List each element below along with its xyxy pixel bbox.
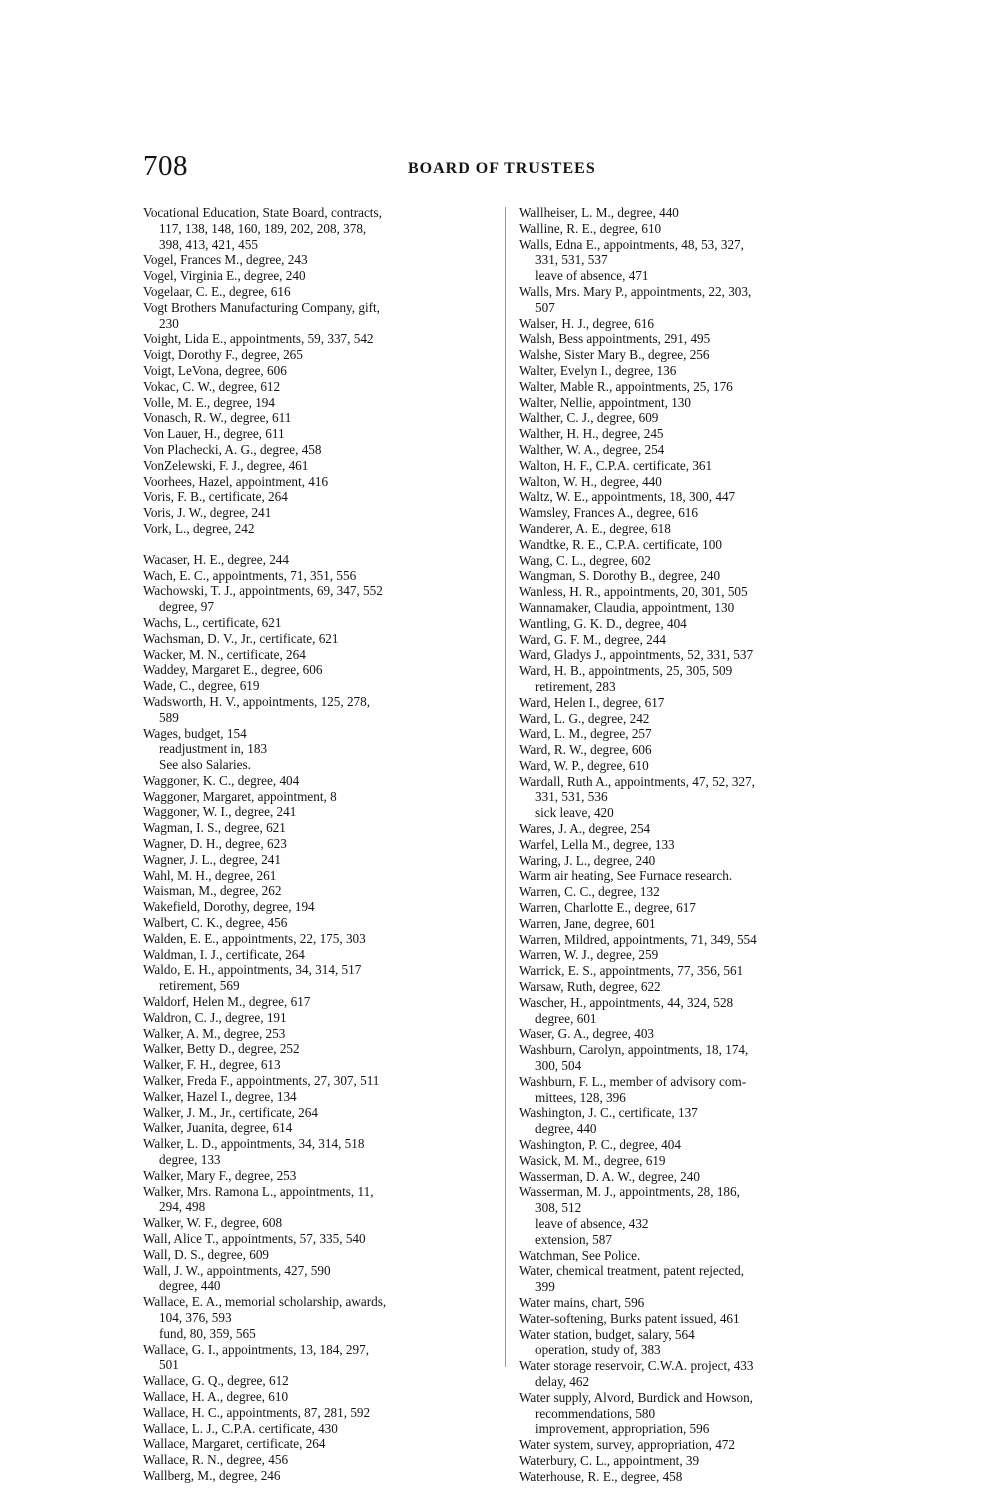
index-entry-heading: Wasserman, D. A. W., degree, 240	[519, 1168, 700, 1184]
index-entry	[143, 1026, 493, 1042]
index-entry	[143, 1120, 493, 1136]
index-entry-heading: Walsh, Bess appointments, 291, 495	[519, 331, 711, 347]
index-entry	[143, 773, 493, 789]
index-entry	[519, 316, 869, 332]
index-entry-continuation: degree, 440	[159, 1278, 221, 1294]
index-entry	[519, 379, 869, 395]
index-entry	[519, 426, 869, 442]
index-entry-continuation: retirement, 283	[535, 678, 616, 694]
index-entry-heading: Wachowski, T. J., appointments, 69, 347, 552	[143, 583, 383, 599]
index-entry	[143, 1468, 493, 1484]
index-entry	[519, 1026, 869, 1042]
index-entry	[519, 758, 869, 774]
index-entry	[143, 1105, 493, 1121]
index-entry	[143, 363, 493, 379]
index-entry	[143, 1073, 493, 1089]
index-entry-heading: Vork, L., degree, 242	[143, 520, 255, 536]
index-entry	[519, 1137, 869, 1153]
index-entry-heading: Wardall, Ruth A., appointments, 47, 52, 327,	[519, 773, 755, 789]
index-entry	[143, 1136, 493, 1168]
index-entry	[143, 694, 493, 726]
index-entry-heading: Wallace, E. A., memorial scholarship, awards,	[143, 1294, 387, 1310]
index-entry	[143, 1373, 493, 1389]
index-entry	[143, 1089, 493, 1105]
index-entry	[519, 221, 869, 237]
index-entry-heading: Wacaser, H. E., degree, 244	[143, 551, 289, 567]
index-entry-heading: Wadsworth, H. V., appointments, 125, 278,	[143, 693, 371, 709]
index-entry-continuation: 308, 512	[535, 1200, 582, 1216]
index-entry-heading: Walshe, Sister Mary B., degree, 256	[519, 347, 710, 363]
index-entry-heading: Watchman, See Police.	[519, 1247, 641, 1263]
index-entry-heading: Walline, R. E., degree, 610	[519, 220, 662, 236]
index-entry-heading: Walker, W. F., degree, 608	[143, 1215, 283, 1231]
index-entry-continuation: degree, 133	[159, 1152, 221, 1168]
index-entry	[519, 1248, 869, 1264]
index-entry-heading: Wachsman, D. V., Jr., certificate, 621	[143, 630, 339, 646]
index-entry	[519, 1105, 869, 1137]
index-entry	[519, 474, 869, 490]
index-entry	[519, 1469, 869, 1485]
running-head: BOARD OF TRUSTEES	[408, 160, 596, 177]
index-entry	[519, 711, 869, 727]
index-entry-heading: Ward, Gladys J., appointments, 52, 331, 537	[519, 647, 754, 663]
index-entry	[143, 1184, 493, 1216]
index-entry	[519, 821, 869, 837]
index-entry	[143, 1452, 493, 1468]
index-entry-heading: Walbert, C. K., degree, 456	[143, 915, 288, 931]
index-entry	[519, 647, 869, 663]
index-entry-heading: Wares, J. A., degree, 254	[519, 821, 651, 837]
index-entry-heading: Wallace, Margaret, certificate, 264	[143, 1436, 326, 1452]
index-entry-heading: Washington, P. C., degree, 404	[519, 1137, 681, 1153]
index-entry-heading: Water mains, chart, 596	[519, 1294, 645, 1310]
index-entry-heading: Wahl, M. H., degree, 261	[143, 867, 277, 883]
index-entry	[143, 474, 493, 490]
index-entry-heading: Wall, Alice T., appointments, 57, 335, 540	[143, 1231, 366, 1246]
index-entry-heading: Warm air heating, See Furnace research.	[519, 868, 733, 884]
index-entry	[143, 1057, 493, 1073]
index-entry	[143, 836, 493, 852]
index-entry-heading: Walther, H. H., degree, 245	[519, 426, 664, 442]
index-entry-heading: Vonasch, R. W., degree, 611	[143, 410, 292, 426]
index-entry	[519, 837, 869, 853]
index-entry-heading: Warrick, E. S., appointments, 77, 356, 561	[519, 963, 744, 979]
index-entry	[143, 820, 493, 836]
index-entry	[519, 932, 869, 948]
index-entry	[519, 1453, 869, 1469]
index-entry-heading: Warren, C. C., degree, 132	[519, 884, 660, 900]
index-entry-heading: Walker, A. M., degree, 253	[143, 1025, 286, 1041]
index-entry	[519, 663, 869, 695]
index-entry-continuation: 331, 531, 536	[535, 789, 608, 805]
index-entry-continuation: leave of absence, 432	[535, 1216, 649, 1231]
index-entry	[143, 505, 493, 521]
index-entry-heading: Wallace, H. A., degree, 610	[143, 1388, 289, 1404]
index-entry	[519, 537, 869, 553]
index-entry-heading: Walton, W. H., degree, 440	[519, 473, 662, 489]
index-entry	[143, 284, 493, 300]
index-entry	[143, 726, 493, 773]
index-entry-heading: Walker, Hazel I., degree, 134	[143, 1088, 297, 1104]
index-column-right	[519, 205, 869, 1485]
index-entry	[143, 994, 493, 1010]
index-entry	[519, 410, 869, 426]
index-entry	[143, 883, 493, 899]
index-entry	[143, 947, 493, 963]
index-entry-heading: Voris, F. B., certificate, 264	[143, 489, 288, 505]
index-entry-heading: Wallace, G. Q., degree, 612	[143, 1373, 289, 1389]
index-entry	[143, 458, 493, 474]
index-entry	[143, 552, 493, 568]
index-entry-heading: Ward, Helen I., degree, 617	[519, 694, 665, 710]
index-entry-heading: Wangman, S. Dorothy B., degree, 240	[519, 568, 721, 584]
index-entry	[519, 347, 869, 363]
index-entry	[519, 726, 869, 742]
index-entry	[519, 963, 869, 979]
index-entry-heading: Warren, W. J., degree, 259	[519, 947, 659, 963]
index-entry-heading: Waggoner, Margaret, appointment, 8	[143, 788, 337, 804]
index-entry-heading: Washington, J. C., certificate, 137	[519, 1105, 698, 1121]
index-entry-continuation: leave of absence, 471	[535, 268, 649, 284]
index-entry-heading: Wakefield, Dorothy, degree, 194	[143, 899, 315, 915]
index-entry-heading: Ward, H. B., appointments, 25, 305, 509	[519, 663, 733, 679]
index-entry	[143, 631, 493, 647]
index-entry	[519, 284, 869, 316]
index-entry-heading: Ward, G. F. M., degree, 244	[519, 631, 666, 647]
index-entry-heading: Wallberg, M., degree, 246	[143, 1467, 281, 1483]
index-entry	[143, 931, 493, 947]
index-entry-heading: Wallace, H. C., appointments, 87, 281, 592	[143, 1404, 371, 1420]
index-entry-continuation: 117, 138, 148, 160, 189, 202, 208, 378,	[159, 220, 367, 236]
index-entry	[519, 1437, 869, 1453]
index-entry	[143, 410, 493, 426]
index-entry	[519, 1295, 869, 1311]
index-entry	[519, 584, 869, 600]
index-entry-heading: Walther, C. J., degree, 609	[519, 410, 659, 426]
index-entry-heading: Vokac, C. W., degree, 612	[143, 378, 281, 394]
index-entry	[519, 1074, 869, 1106]
index-entry-heading: Wallace, L. J., C.P.A. certificate, 430	[143, 1420, 338, 1436]
index-entry	[143, 1231, 493, 1247]
index-entry	[143, 379, 493, 395]
index-entry	[519, 458, 869, 474]
index-entry	[143, 1389, 493, 1405]
index-entry-heading: Water storage reservoir, C.W.A. project, 433	[519, 1358, 754, 1374]
index-entry-heading: Von Lauer, H., degree, 611	[143, 426, 285, 442]
index-entry	[143, 347, 493, 363]
index-entry-heading: Wages, budget, 154	[143, 725, 247, 741]
index-entry	[143, 521, 493, 537]
index-entry	[143, 852, 493, 868]
index-entry-heading: Wascher, H., appointments, 44, 324, 528	[519, 994, 734, 1010]
index-entry	[519, 331, 869, 347]
index-entry	[519, 884, 869, 900]
index-entry	[519, 505, 869, 521]
index-entry-heading: Wall, D. S., degree, 609	[143, 1246, 270, 1262]
index-entry-heading: Walker, Juanita, degree, 614	[143, 1120, 293, 1136]
index-entry	[519, 774, 869, 821]
index-entry-heading: Wallheiser, L. M., degree, 440	[519, 205, 679, 220]
index-entry-continuation: 104, 376, 593	[159, 1309, 232, 1325]
page-number: 708	[143, 150, 188, 182]
index-entry-heading: Wagner, D. H., degree, 623	[143, 836, 287, 852]
index-entry	[143, 1294, 493, 1341]
index-entry-heading: Water supply, Alvord, Burdick and Howson,	[519, 1389, 753, 1405]
index-entry-continuation: See also Salaries.	[159, 757, 251, 773]
index-entry-continuation: 230	[159, 315, 179, 331]
index-entry	[519, 742, 869, 758]
index-entry-heading: Wall, J. W., appointments, 427, 590	[143, 1262, 331, 1278]
index-entry-continuation: degree, 97	[159, 599, 214, 615]
index-entry-heading: Washburn, Carolyn, appointments, 18, 174,	[519, 1042, 749, 1058]
index-entry-heading: Walther, W. A., degree, 254	[519, 441, 665, 457]
index-entry-continuation: mittees, 128, 396	[535, 1089, 626, 1105]
index-entry-continuation: degree, 601	[535, 1010, 597, 1026]
index-entry-continuation: recommendations, 580	[535, 1405, 656, 1421]
index-entry	[143, 868, 493, 884]
index-entry	[143, 1168, 493, 1184]
index-entry-heading: Walker, J. M., Jr., certificate, 264	[143, 1104, 318, 1120]
index-entry-heading: Voigt, Dorothy F., degree, 265	[143, 347, 303, 363]
index-entry-continuation: operation, study of, 383	[535, 1342, 661, 1358]
index-entry	[519, 1169, 869, 1185]
index-entry	[143, 1342, 493, 1374]
index-entry-heading: Waddey, Margaret E., degree, 606	[143, 662, 323, 678]
index-entry-heading: Waggoner, W. I., degree, 241	[143, 804, 297, 820]
index-column-left	[143, 205, 493, 1484]
index-entry	[143, 615, 493, 631]
index-entry-heading: VonZelewski, F. J., degree, 461	[143, 457, 309, 473]
index-entry-continuation: retirement, 569	[159, 978, 240, 994]
index-entry	[143, 804, 493, 820]
index-entry-heading: Warren, Charlotte E., degree, 617	[519, 900, 696, 916]
index-entry	[143, 331, 493, 347]
index-entry-continuation: 399	[535, 1279, 555, 1295]
index-entry-heading: Waterhouse, R. E., degree, 458	[519, 1468, 683, 1484]
index-entry	[519, 979, 869, 995]
index-entry-heading: Vogel, Frances M., degree, 243	[143, 252, 308, 268]
index-entry-heading: Wach, E. C., appointments, 71, 351, 556	[143, 567, 357, 583]
index-entry	[519, 1358, 869, 1390]
index-entry-heading: Walden, E. E., appointments, 22, 175, 303	[143, 930, 366, 946]
index-entry	[143, 426, 493, 442]
index-entry-heading: Wallace, G. I., appointments, 13, 184, 297,	[143, 1341, 370, 1357]
index-entry-heading: Waterbury, C. L., appointment, 39	[519, 1452, 700, 1468]
index-entry-heading: Ward, L. G., degree, 242	[519, 710, 650, 726]
index-entry	[143, 1215, 493, 1231]
index-entry	[143, 300, 493, 332]
index-entry-heading: Walker, Betty D., degree, 252	[143, 1041, 300, 1057]
index-entry-heading: Wanderer, A. E., degree, 618	[519, 520, 671, 536]
index-entry-heading: Warfel, Lella M., degree, 133	[519, 836, 675, 852]
index-entry-continuation: 294, 498	[159, 1199, 206, 1215]
index-entry-heading: Waldron, C. J., degree, 191	[143, 1009, 287, 1025]
index-entry	[143, 1010, 493, 1026]
index-entry-heading: Waisman, M., degree, 262	[143, 883, 282, 899]
index-entry	[143, 789, 493, 805]
index-entry-heading: Water, chemical treatment, patent rejected,	[519, 1263, 745, 1279]
index-entry-heading: Walls, Mrs. Mary P., appointments, 22, 303,	[519, 283, 752, 299]
index-entry-heading: Wantling, G. K. D., degree, 404	[519, 615, 687, 631]
index-entry-heading: Walter, Mable R., appointments, 25, 176	[519, 378, 733, 394]
index-entry	[143, 1405, 493, 1421]
index-entry	[519, 489, 869, 505]
index-entry-continuation: delay, 462	[535, 1373, 590, 1389]
index-entry-heading: Walker, Mary F., degree, 253	[143, 1167, 297, 1183]
index-entry	[519, 900, 869, 916]
index-entry-heading: Walls, Edna E., appointments, 48, 53, 327,	[519, 236, 744, 252]
index-entry	[143, 583, 493, 615]
index-entry-continuation: sick leave, 420	[535, 805, 614, 821]
index-entry	[143, 1263, 493, 1295]
index-entry-heading: Wandtke, R. E., C.P.A. certificate, 100	[519, 536, 722, 552]
index-entry-heading: Wang, C. L., degree, 602	[519, 552, 651, 568]
index-entry-continuation: 501	[159, 1357, 179, 1373]
index-entry-heading: Walton, H. F., C.P.A. certificate, 361	[519, 457, 713, 473]
index-entry	[143, 915, 493, 931]
index-entry-heading: Walter, Nellie, appointment, 130	[519, 394, 691, 410]
index-entry-heading: Wachs, L., certificate, 621	[143, 614, 282, 630]
index-entry-heading: Walker, F. H., degree, 613	[143, 1057, 281, 1073]
index-entry	[143, 268, 493, 284]
index-entry	[519, 1184, 869, 1247]
index-entry-heading: Wamsley, Frances A., degree, 616	[519, 505, 698, 521]
index-entry	[519, 205, 869, 221]
index-entry-heading: Wanless, H. R., appointments, 20, 301, 505	[519, 584, 748, 600]
index-entry-heading: Waldo, E. H., appointments, 34, 314, 517	[143, 962, 362, 978]
index-entry	[519, 442, 869, 458]
index-entry-heading: Walter, Evelyn I., degree, 136	[519, 362, 677, 378]
index-entry-heading: Wallace, R. N., degree, 456	[143, 1452, 289, 1468]
index-entry-heading: Waring, J. L., degree, 240	[519, 852, 656, 868]
index-entry	[519, 1390, 869, 1437]
index-entry	[519, 395, 869, 411]
index-entry-heading: Volle, M. E., degree, 194	[143, 394, 275, 410]
index-entry-heading: Waser, G. A., degree, 403	[519, 1026, 655, 1042]
index-entry-heading: Waggoner, K. C., degree, 404	[143, 772, 300, 788]
index-entry-heading: Warren, Jane, degree, 601	[519, 915, 656, 931]
index-entry	[519, 1153, 869, 1169]
index-entry-continuation: 507	[535, 299, 555, 315]
index-entry	[519, 568, 869, 584]
column-divider	[505, 207, 506, 1367]
index-entry-heading: Waldorf, Helen M., degree, 617	[143, 994, 311, 1010]
index-entry	[519, 916, 869, 932]
index-entry	[519, 695, 869, 711]
index-entry	[519, 521, 869, 537]
index-entry	[143, 1421, 493, 1437]
index-entry	[143, 252, 493, 268]
index-entry-heading: Wasserman, M. J., appointments, 28, 186,	[519, 1184, 740, 1200]
index-entry	[519, 616, 869, 632]
index-entry-heading: Ward, L. M., degree, 257	[519, 726, 652, 742]
index-entry	[143, 1041, 493, 1057]
index-entry-heading: Wade, C., degree, 619	[143, 678, 260, 694]
index-entry-heading: Wasick, M. M., degree, 619	[519, 1152, 666, 1168]
index-entry-heading: Wagner, J. L., degree, 241	[143, 851, 281, 867]
index-entry-heading: Waldman, I. J., certificate, 264	[143, 946, 305, 962]
index-entry-heading: Walker, Mrs. Ramona L., appointments, 11,	[143, 1183, 374, 1199]
index-entry-heading: Voight, Lida E., appointments, 59, 337, 542	[143, 331, 374, 347]
index-entry-continuation: fund, 80, 359, 565	[159, 1325, 256, 1341]
index-entry	[143, 647, 493, 663]
index-entry-heading: Ward, W. P., degree, 610	[519, 757, 649, 773]
index-entry-heading: Vocational Education, State Board, contracts,	[143, 205, 382, 220]
index-entry-continuation: readjustment in, 183	[159, 741, 268, 757]
index-entry-heading: Von Plachecki, A. G., degree, 458	[143, 441, 322, 457]
index-entry	[519, 553, 869, 569]
index-entry-heading: Vogt Brothers Manufacturing Company, gift,	[143, 299, 380, 315]
index-entry-heading: Walser, H. J., degree, 616	[519, 315, 655, 331]
index-entry-heading: Wannamaker, Claudia, appointment, 130	[519, 599, 735, 615]
index-entry	[519, 853, 869, 869]
index-entry-heading: Vogelaar, C. E., degree, 616	[143, 283, 291, 299]
index-entry-continuation: degree, 440	[535, 1121, 597, 1137]
index-entry-heading: Vogel, Virginia E., degree, 240	[143, 268, 306, 284]
index-entry	[143, 899, 493, 915]
index-entry	[519, 1263, 869, 1295]
index-entry	[143, 205, 493, 252]
index-entry	[143, 568, 493, 584]
index-entry-continuation: extension, 587	[535, 1231, 612, 1247]
index-entry-heading: Water system, survey, appropriation, 472	[519, 1437, 735, 1453]
index-entry-heading: Washburn, F. L., member of advisory com-	[519, 1073, 747, 1089]
index-entry-heading: Water-softening, Burks patent issued, 461	[519, 1310, 740, 1326]
index-entry-continuation: improvement, appropriation, 596	[535, 1421, 710, 1437]
index-entry-heading: Wacker, M. N., certificate, 264	[143, 646, 306, 662]
index-entry-heading: Voorhees, Hazel, appointment, 416	[143, 473, 329, 489]
index-entry-continuation: 331, 531, 537	[535, 252, 608, 268]
index-entry-continuation: 589	[159, 709, 179, 725]
index-entry-continuation: 398, 413, 421, 455	[159, 236, 258, 252]
index-entry	[143, 662, 493, 678]
index-entry	[519, 995, 869, 1027]
index-entry	[143, 442, 493, 458]
index-entry-heading: Wagman, I. S., degree, 621	[143, 820, 286, 836]
index-entry	[143, 1247, 493, 1263]
index-entry	[519, 237, 869, 284]
index-entry	[143, 489, 493, 505]
index-entry	[519, 1311, 869, 1327]
index-entry	[143, 1436, 493, 1452]
index-entry	[143, 395, 493, 411]
index-entry	[519, 1327, 869, 1359]
letter-section-gap	[143, 537, 493, 552]
index-entry	[519, 363, 869, 379]
index-entry-heading: Waltz, W. E., appointments, 18, 300, 447	[519, 489, 736, 505]
index-entry	[519, 868, 869, 884]
index-entry	[519, 600, 869, 616]
index-entry-continuation: 300, 504	[535, 1058, 582, 1074]
index-entry-heading: Voigt, LeVona, degree, 606	[143, 362, 287, 378]
index-entry	[519, 947, 869, 963]
index-entry	[519, 632, 869, 648]
index-entry-heading: Warsaw, Ruth, degree, 622	[519, 979, 661, 995]
index-entry-heading: Walker, Freda F., appointments, 27, 307, 511	[143, 1073, 380, 1089]
index-entry-heading: Walker, L. D., appointments, 34, 314, 518	[143, 1136, 365, 1152]
index-entry	[519, 1042, 869, 1074]
index-entry	[143, 678, 493, 694]
index-entry-heading: Water station, budget, salary, 564	[519, 1326, 695, 1342]
index-entry-heading: Warren, Mildred, appointments, 71, 349, 554	[519, 931, 757, 947]
index-entry-heading: Voris, J. W., degree, 241	[143, 505, 272, 521]
index-entry	[143, 962, 493, 994]
index-entry-heading: Ward, R. W., degree, 606	[519, 742, 652, 758]
